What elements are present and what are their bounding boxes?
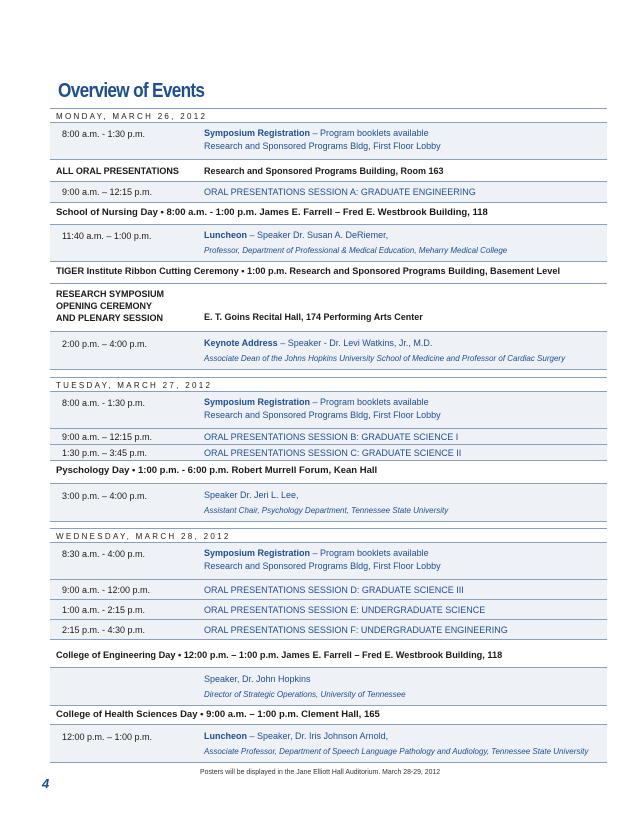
day-header-tuesday: TUESDAY, MARCH 27, 2012 (50, 377, 607, 392)
table-row (50, 580, 607, 600)
event-title: ORAL PRESENTATIONS SESSION B: GRADUATE SCIENCE I (204, 432, 459, 442)
event-title: ORAL PRESENTATIONS SESSION E: UNDERGRADUATE SCIENCE (204, 605, 486, 615)
table-row (50, 484, 607, 522)
event-description (204, 674, 603, 699)
day-header-monday: MONDAY, MARCH 26, 2012 (50, 108, 607, 123)
banner-row: College of Engineering Day • 12:00 p.m. – 1:00 p.m. James E. Farrell – Fred E. Westbrook Building, 118 (50, 640, 607, 668)
event-time: 12:00 p.m. – 1:00 p.m. (62, 732, 153, 742)
event-description (204, 548, 603, 571)
event-time: 9:00 a.m. – 12:15 p.m. (62, 432, 153, 442)
event-title: ORAL PRESENTATIONS SESSION F: UNDERGRADUATE ENGINEERING (204, 625, 508, 635)
event-title: Symposium Registration (204, 548, 311, 558)
event-location: Research and Sponsored Programs Building, Room 163 (204, 166, 444, 176)
event-time: 11:40 a.m. – 1:00 p.m. (62, 231, 152, 241)
banner-row: TIGER Institute Ribbon Cutting Ceremony • 1:00 p.m. Research and Sponsored Programs Building, Basement Level (50, 262, 607, 284)
event-location: Research and Sponsored Programs Bldg, First Floor Lobby (204, 410, 441, 420)
events-table (50, 108, 607, 763)
event-description (204, 731, 603, 756)
event-title-rest: – Speaker - Dr. Levi Watkins, Jr., M.D. (277, 338, 433, 348)
event-description (204, 230, 603, 255)
banner-row: School of Nursing Day • 8:00 a.m. - 1:00 p.m. James E. Farrell – Fred E. Westbrook Building, 118 (50, 203, 607, 225)
event-title-rest: – Program booklets available (310, 397, 429, 407)
table-row (50, 182, 607, 203)
banner-row: Pyschology Day • 1:00 p.m. - 6:00 p.m. Robert Murrell Forum, Kean Hall (50, 461, 607, 484)
event-location: E. T. Goins Recital Hall, 174 Performing Arts Center (204, 312, 423, 322)
event-title: Symposium Registration (204, 128, 311, 138)
event-description (204, 397, 603, 420)
event-title-rest: – Speaker, Dr. Iris Johnson Arnold, (247, 731, 389, 741)
event-title: ORAL PRESENTATIONS SESSION C: GRADUATE SCIENCE II (204, 448, 462, 458)
table-row (50, 332, 607, 370)
table-row (50, 600, 607, 620)
table-row (50, 160, 607, 182)
event-title: Luncheon (204, 731, 247, 741)
event-time: 9:00 a.m. - 12:00 p.m. (62, 585, 151, 595)
event-description (204, 338, 603, 363)
event-time: 1:30 p.m. – 3:45 p.m. (62, 448, 148, 458)
event-location: Research and Sponsored Programs Bldg, First Floor Lobby (204, 141, 441, 151)
speaker-affiliation: Director of Strategic Operations, University of Tennessee (204, 690, 406, 699)
event-title: Speaker, Dr. John Hopkins (204, 674, 311, 684)
table-row (50, 668, 607, 706)
event-title: ORAL PRESENTATIONS SESSION D: GRADUATE SCIENCE III (204, 585, 464, 595)
event-title-rest: – Speaker Dr. Susan A. DeRiemer, (247, 230, 389, 240)
table-row (50, 620, 607, 640)
event-time: 2:15 p.m. - 4:30 p.m. (62, 625, 146, 635)
event-title-rest: – Program booklets available (310, 128, 429, 138)
footer-note: Posters will be displayed in the Jane Elliott Hall Auditorium. March 28-29, 2012 (200, 767, 441, 776)
event-label-line: RESEARCH SYMPOSIUM (56, 289, 165, 299)
speaker-affiliation: Assistant Chair, Psychology Department, Tennessee State University (204, 506, 449, 515)
table-row (50, 225, 607, 262)
page-number: 4 (42, 776, 50, 791)
table-row (50, 392, 607, 429)
event-label-line: AND PLENARY SESSION (56, 313, 164, 323)
event-time: 8:00 a.m. - 1:30 p.m. (62, 129, 146, 139)
event-label: ALL ORAL PRESENTATIONS (56, 166, 179, 176)
event-title: Speaker Dr. Jeri L. Lee, (204, 490, 299, 500)
event-label-line: OPENING CEREMONY (56, 301, 153, 311)
event-location: Research and Sponsored Programs Bldg, First Floor Lobby (204, 561, 441, 571)
speaker-affiliation: Associate Professor, Department of Speech Language Pathology and Audiology, Tennessee State University (204, 747, 589, 756)
table-row (50, 123, 607, 160)
table-row (50, 543, 607, 580)
event-title: ORAL PRESENTATIONS SESSION A: GRADUATE ENGINEERING (204, 187, 476, 197)
event-title: Keynote Address (204, 338, 278, 348)
speaker-affiliation: Associate Dean of the Johns Hopkins University School of Medicine and Professor of Cardiac Surgery (204, 354, 566, 363)
page-title: Overview of Events (58, 80, 205, 102)
event-time: 1:00 a.m. - 2:15 p.m. (62, 605, 146, 615)
event-time: 8:30 a.m. - 4:00 p.m. (62, 549, 146, 559)
event-title-rest: – Program booklets available (310, 548, 429, 558)
event-title: Symposium Registration (204, 397, 311, 407)
event-description (204, 490, 603, 515)
event-title: Luncheon (204, 230, 247, 240)
event-time: 2:00 p.m. – 4:00 p.m. (62, 339, 148, 349)
event-time: 9:00 a.m. – 12:15 p.m. (62, 187, 153, 197)
table-row (50, 725, 607, 763)
table-row (50, 429, 607, 445)
event-time: 3:00 p.m. – 4:00 p.m. (62, 491, 148, 501)
event-label (56, 288, 164, 324)
table-row (50, 445, 607, 461)
banner-row: College of Health Sciences Day • 9:00 a.m. – 1:00 p.m. Clement Hall, 165 (50, 706, 607, 725)
table-row (50, 284, 607, 332)
event-description (204, 128, 603, 151)
event-time: 8:00 a.m. - 1:30 p.m. (62, 398, 146, 408)
speaker-affiliation: Professor, Department of Professional & Medical Education, Meharry Medical College (204, 246, 508, 255)
day-header-wednesday: WEDNESDAY, MARCH 28, 2012 (50, 528, 607, 543)
